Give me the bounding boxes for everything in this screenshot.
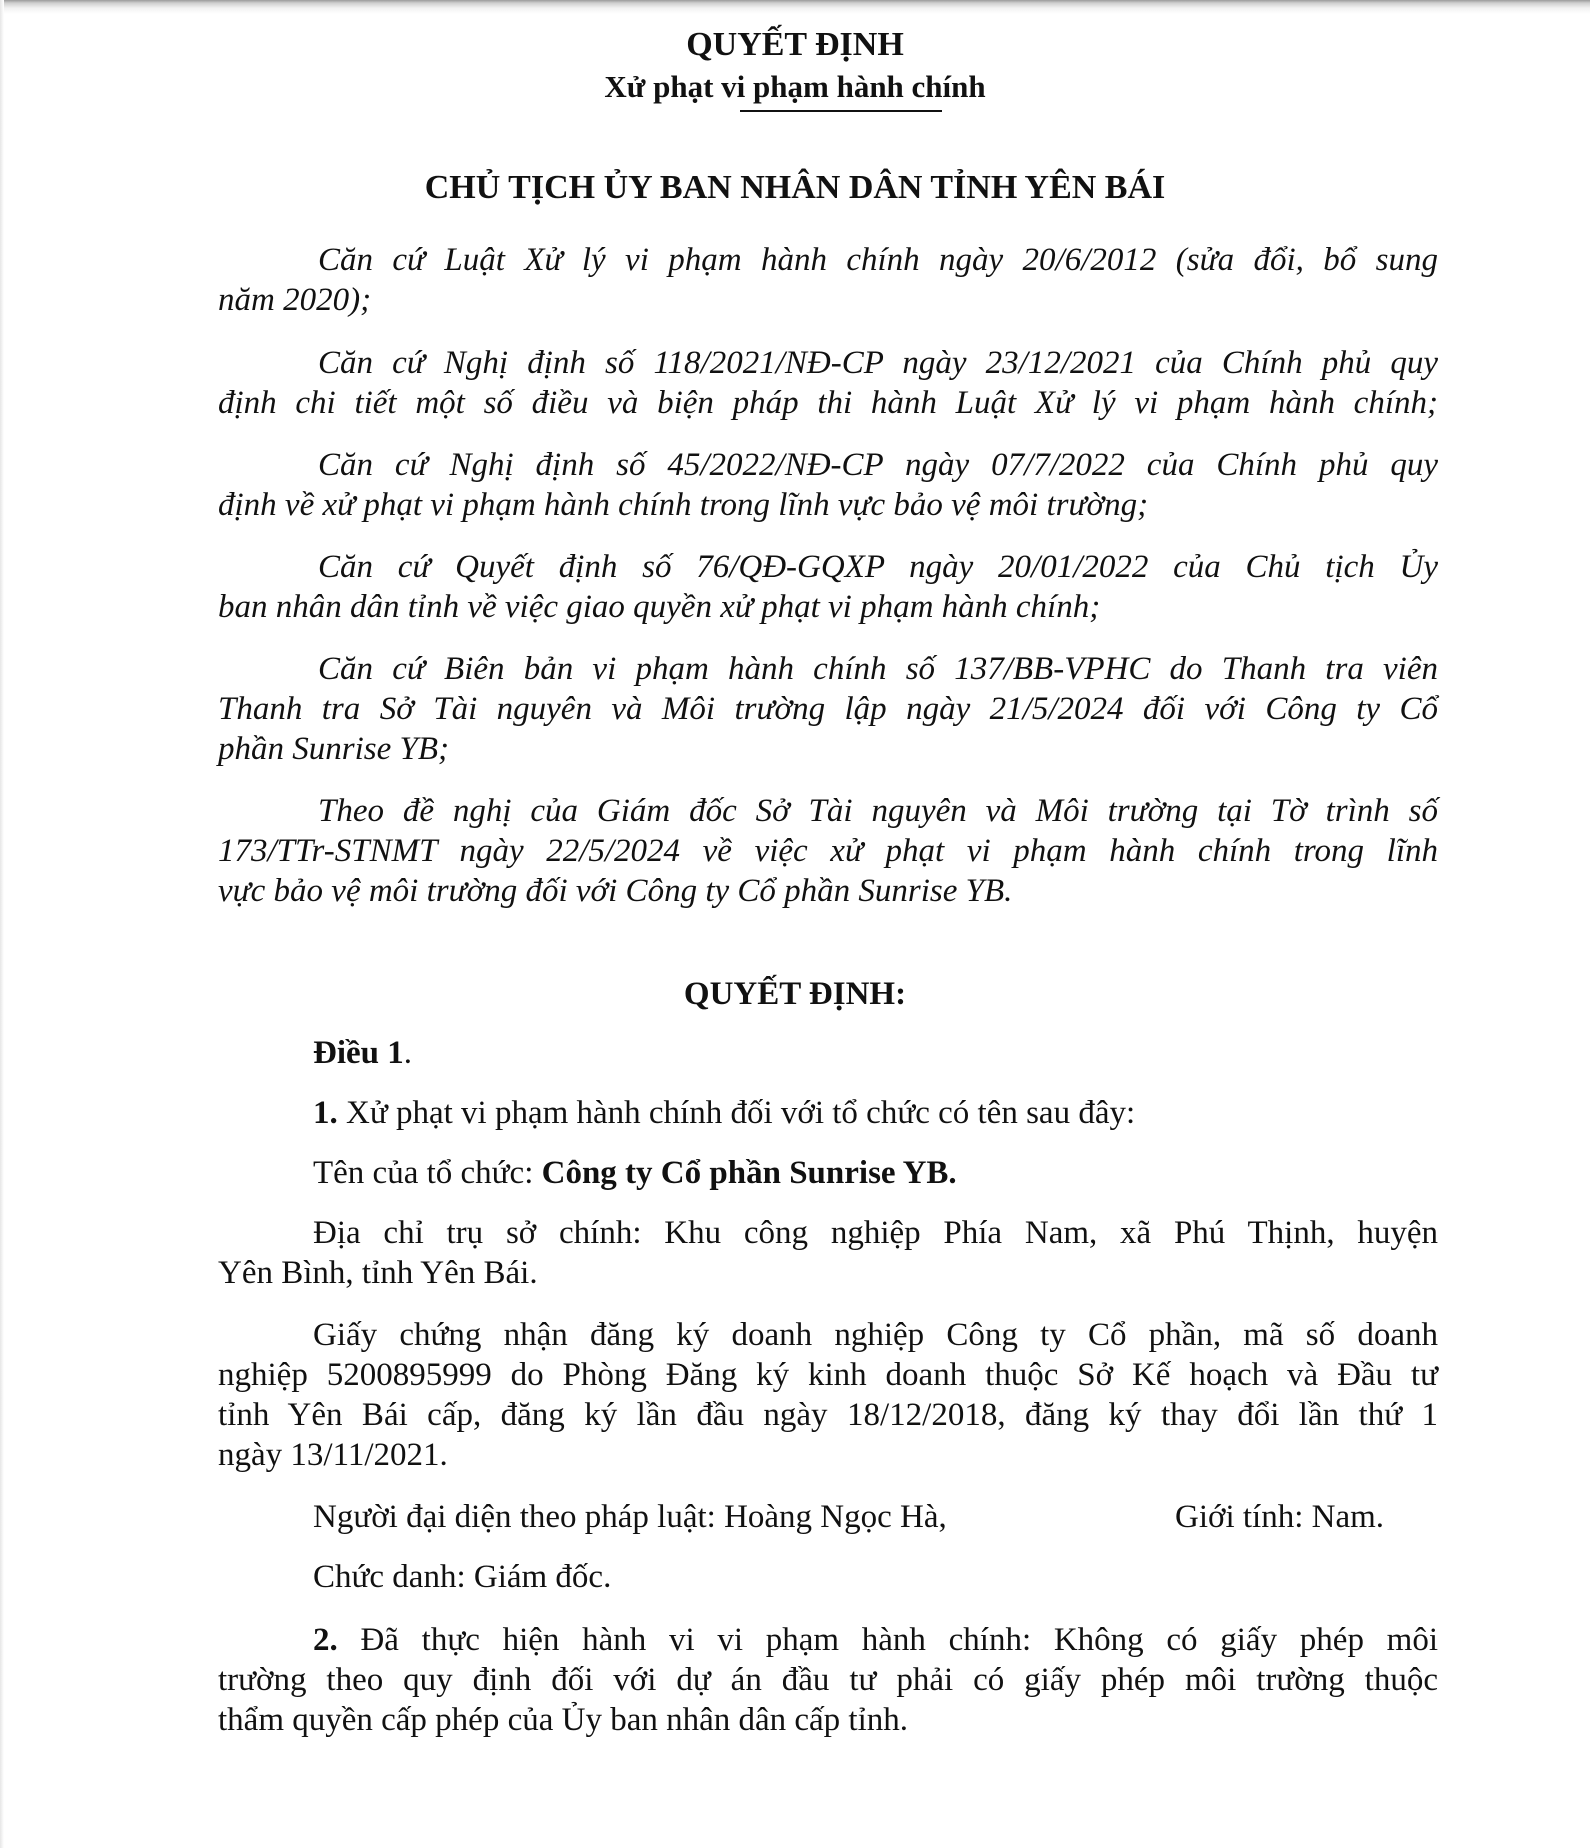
preamble-line: định về xử phạt vi phạm hành chính trong lĩnh vực bảo vệ môi trường;	[218, 487, 1149, 523]
preamble-line: vực bảo vệ môi trường đối với Công ty Cổ phần Sunrise YB.	[218, 873, 1013, 909]
preamble-line: Thanh tra Sở Tài nguyên và Môi trường lập ngày 21/5/2024 đối với Công ty Cổ	[218, 691, 1438, 727]
preamble-line: Căn cứ Quyết định số 76/QĐ-GQXP ngày 20/01/2022 của Chủ tịch Ủy	[318, 549, 1438, 585]
preamble-line: ban nhân dân tỉnh về việc giao quyền xử phạt vi phạm hành chính;	[218, 589, 1101, 625]
preamble-line: Theo đề nghị của Giám đốc Sở Tài nguyên và Môi trường tại Tờ trình số	[318, 793, 1438, 829]
preamble-line: Căn cứ Biên bản vi phạm hành chính số 137/BB-VPHC do Thanh tra viên	[318, 651, 1438, 687]
registration-line: nghiệp 5200895999 do Phòng Đăng ký kinh doanh thuộc Sở Kế hoạch và Đầu tư	[218, 1357, 1438, 1393]
item-2-number: 2.	[313, 1622, 338, 1658]
org-name-label: Tên của tổ chức:	[313, 1155, 542, 1191]
representative-position: Chức danh: Giám đốc.	[313, 1559, 612, 1595]
preamble-line: năm 2020);	[218, 282, 372, 318]
item-2-line: trường theo quy định đối với dự án đầu tư phải có giấy phép môi trường thuộc	[218, 1662, 1438, 1698]
registration-line: ngày 13/11/2021.	[218, 1437, 448, 1473]
item-1-text: Xử phạt vi phạm hành chính đối với tổ chức có tên sau đây:	[337, 1095, 1136, 1131]
org-name: Công ty Cổ phần Sunrise YB.	[541, 1155, 957, 1191]
item-2-text: Đã thực hiện hành vi vi phạm hành chính: Không có giấy phép môi	[337, 1622, 1438, 1658]
subtitle-underline	[740, 110, 942, 112]
preamble-line: 173/TTr-STNMT ngày 22/5/2024 về việc xử phạt vi phạm hành chính trong lĩnh	[218, 833, 1438, 869]
address-line: Địa chỉ trụ sở chính: Khu công nghiệp Phía Nam, xã Phú Thịnh, huyện	[313, 1215, 1438, 1251]
preamble-line: Căn cứ Nghị định số 45/2022/NĐ-CP ngày 07/7/2022 của Chính phủ quy	[318, 447, 1438, 483]
org-name-row	[313, 1153, 957, 1193]
registration-line: Giấy chứng nhận đăng ký doanh nghiệp Công ty Cổ phần, mã số doanh	[313, 1317, 1438, 1353]
issuer-heading: CHỦ TỊCH ỦY BAN NHÂN DÂN TỈNH YÊN BÁI	[424, 169, 1166, 206]
document-title: QUYẾT ĐỊNH	[686, 26, 904, 63]
preamble-line: phần Sunrise YB;	[218, 731, 449, 767]
representative-gender: Giới tính: Nam.	[1175, 1499, 1385, 1535]
item-1-number: 1.	[313, 1095, 338, 1131]
address-line: Yên Bình, tỉnh Yên Bái.	[218, 1255, 538, 1291]
preamble-line: Căn cứ Nghị định số 118/2021/NĐ-CP ngày 23/12/2021 của Chính phủ quy	[318, 345, 1438, 381]
article-suffix: .	[403, 1035, 412, 1071]
legal-representative: Người đại diện theo pháp luật: Hoàng Ngọc Hà,	[313, 1499, 947, 1535]
article-1-heading	[313, 1033, 412, 1073]
item-2-line: thẩm quyền cấp phép của Ủy ban nhân dân cấp tỉnh.	[218, 1702, 909, 1738]
decision-heading: QUYẾT ĐỊNH:	[683, 976, 907, 1012]
item-2-line	[313, 1620, 1438, 1660]
preamble-line: Căn cứ Luật Xử lý vi phạm hành chính ngày 20/6/2012 (sửa đổi, bổ sung	[318, 242, 1438, 278]
item-1	[313, 1093, 1135, 1133]
registration-line: tỉnh Yên Bái cấp, đăng ký lần đầu ngày 18/12/2018, đăng ký thay đổi lần thứ 1	[218, 1397, 1438, 1433]
preamble-line: định chi tiết một số điều và biện pháp thi hành Luật Xử lý vi phạm hành chính;	[218, 385, 1438, 421]
article-label: Điều 1	[313, 1035, 404, 1071]
document-subtitle: Xử phạt vi phạm hành chính	[604, 69, 986, 104]
